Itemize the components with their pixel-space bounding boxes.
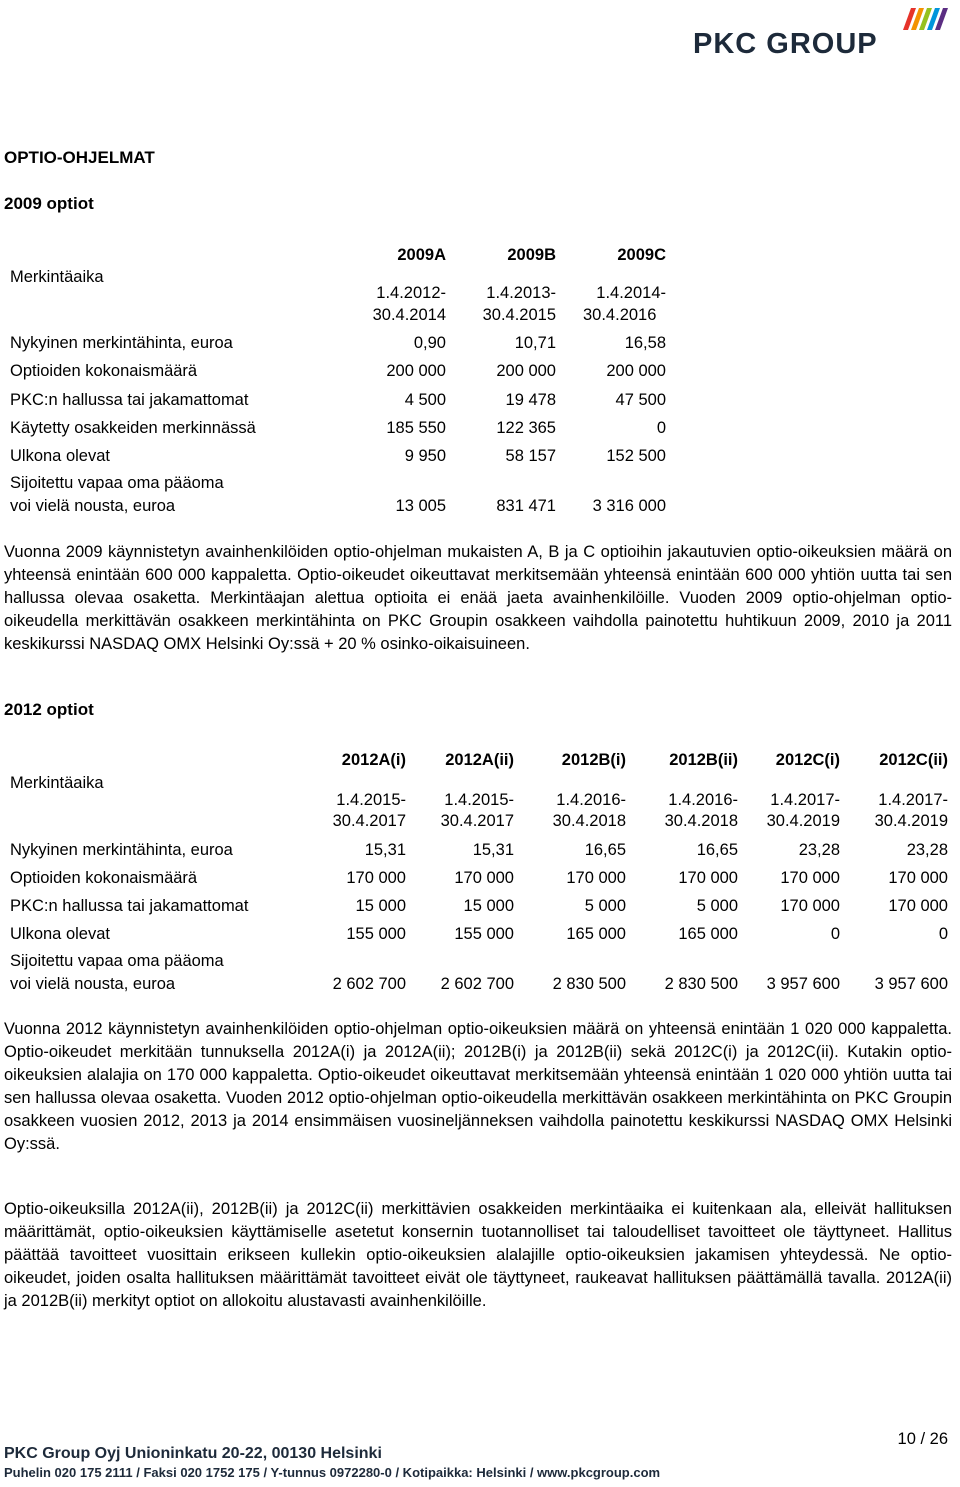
table-cell: 0 xyxy=(938,925,948,943)
row-label: Sijoitettu vapaa oma pääoma xyxy=(10,952,224,970)
period-end: 30.4.2018 xyxy=(664,812,738,830)
table-cell: 200 000 xyxy=(386,362,446,380)
period-end: 30.4.2015 xyxy=(482,306,556,324)
paragraph-text: Optio-oikeuksilla 2012A(ii), 2012B(ii) ja 2012C(ii) merkittävien osakkeiden merkintäaika ei kuitenkaan ala, elleivät hallituksen määrittämät, optio-oikeuksien käyttämiselle asetetut konsernin tuotannolliset tai taloudelliset tavoitteet ole täyttyneet. Hallitus päättää tavoitteet vuosittain erikseen kullekin optio-oikeuksien alalajille optio-oikeuksien jakamisen yhteydessä. Ne optio-oikeudet, joiden osalta hallituksen määrittämät tavoitteet eivät ole täyttyneet, raukeavat hallituksen päättämällä tavalla. 2012A(ii) ja 2012B(ii) merkityt optiot on allokoitu alustavasti avainhenkilöille. xyxy=(4,1200,952,1310)
table-cell: 831 471 xyxy=(496,497,556,515)
col-header: 2012B(i) xyxy=(561,751,626,769)
table-cell: 15,31 xyxy=(472,841,514,859)
table-cell: 170 000 xyxy=(454,869,514,887)
table-cell: 185 550 xyxy=(386,419,446,437)
merkintaaika-label-2009: Merkintäaika xyxy=(10,268,104,286)
table-cell: 170 000 xyxy=(780,869,840,887)
table-cell: 0 xyxy=(656,419,666,437)
table-cell: 16,58 xyxy=(624,334,666,352)
table-cell: 13 005 xyxy=(395,497,446,515)
row-label: Sijoitettu vapaa oma pääoma xyxy=(10,474,224,492)
table-cell: 5 000 xyxy=(584,897,626,915)
table-cell: 170 000 xyxy=(346,869,406,887)
table-cell: 155 000 xyxy=(346,925,406,943)
col-header-2009a: 2009A xyxy=(397,246,446,264)
table-cell: 165 000 xyxy=(566,925,626,943)
section-heading-2012: 2012 optiot xyxy=(4,700,94,719)
period-end: 30.4.2019 xyxy=(874,812,948,830)
period-end: 30.4.2016 xyxy=(583,306,657,324)
row-label: PKC:n hallussa tai jakamattomat xyxy=(10,391,249,409)
period-start: 1.4.2013- xyxy=(486,284,556,302)
table-cell: 152 500 xyxy=(606,447,666,465)
period-start: 1.4.2015- xyxy=(336,791,406,809)
table-cell: 165 000 xyxy=(678,925,738,943)
table-cell: 10,71 xyxy=(514,334,556,352)
col-header: 2012B(ii) xyxy=(669,751,738,769)
table-cell: 2 602 700 xyxy=(332,975,406,993)
col-header: 2012A(i) xyxy=(341,751,406,769)
col-header: 2012A(ii) xyxy=(445,751,514,769)
table-cell: 9 950 xyxy=(404,447,446,465)
period-end: 30.4.2017 xyxy=(332,812,406,830)
table-cell: 58 157 xyxy=(505,447,556,465)
table-cell: 3 957 600 xyxy=(874,975,948,993)
table-cell: 15 000 xyxy=(355,897,406,915)
table-cell: 200 000 xyxy=(606,362,666,380)
paragraph-2012-1 xyxy=(4,1018,952,1156)
period-start: 1.4.2016- xyxy=(556,791,626,809)
table-cell: 170 000 xyxy=(678,869,738,887)
section-heading-2009: 2009 optiot xyxy=(4,194,94,213)
row-label: Ulkona olevat xyxy=(10,925,110,943)
col-header: 2012C(ii) xyxy=(879,751,948,769)
period-end: 30.4.2018 xyxy=(552,812,626,830)
paragraph-2012-2 xyxy=(4,1198,952,1313)
table-cell: 2 830 500 xyxy=(552,975,626,993)
table-cell: 170 000 xyxy=(888,897,948,915)
pkc-group-logo xyxy=(693,8,953,58)
row-label: PKC:n hallussa tai jakamattomat xyxy=(10,897,249,915)
period-start: 1.4.2015- xyxy=(444,791,514,809)
table-cell: 2 602 700 xyxy=(440,975,514,993)
table-cell: 0,90 xyxy=(413,334,446,352)
table-cell: 3 957 600 xyxy=(766,975,840,993)
row-label: Optioiden kokonaismäärä xyxy=(10,869,198,887)
paragraph-2009 xyxy=(4,541,952,656)
logo-stripes-icon xyxy=(903,8,948,30)
row-label: Nykyinen merkintähinta, euroa xyxy=(10,841,233,859)
period-start: 1.4.2017- xyxy=(770,791,840,809)
period-start: 1.4.2016- xyxy=(668,791,738,809)
period-end: 30.4.2019 xyxy=(766,812,840,830)
row-label: Optioiden kokonaismäärä xyxy=(10,362,198,380)
table-cell: 4 500 xyxy=(404,391,446,409)
table-cell: 5 000 xyxy=(696,897,738,915)
table-cell: 16,65 xyxy=(584,841,626,859)
table-cell: 47 500 xyxy=(615,391,666,409)
row-label: voi vielä nousta, euroa xyxy=(10,497,176,515)
table-cell: 23,28 xyxy=(798,841,840,859)
footer-company-line: PKC Group Oyj Unioninkatu 20-22, 00130 Helsinki xyxy=(4,1445,382,1462)
table-cell: 19 478 xyxy=(505,391,556,409)
table-cell: 170 000 xyxy=(888,869,948,887)
period-start: 1.4.2012- xyxy=(376,284,446,302)
col-header-2009c: 2009C xyxy=(617,246,666,264)
logo-text: PKC GROUP xyxy=(693,28,878,60)
table-cell: 170 000 xyxy=(566,869,626,887)
period-end: 30.4.2017 xyxy=(440,812,514,830)
row-label: voi vielä nousta, euroa xyxy=(10,975,176,993)
row-label: Nykyinen merkintähinta, euroa xyxy=(10,334,233,352)
col-header: 2012C(i) xyxy=(775,751,840,769)
page-title: OPTIO-OHJELMAT xyxy=(4,148,155,167)
period-start: 1.4.2017- xyxy=(878,791,948,809)
row-label: Ulkona olevat xyxy=(10,447,110,465)
table-cell: 3 316 000 xyxy=(592,497,666,515)
merkintaaika-label-2012: Merkintäaika xyxy=(10,774,104,792)
table-cell: 16,65 xyxy=(696,841,738,859)
table-cell: 122 365 xyxy=(496,419,556,437)
period-start: 1.4.2014- xyxy=(596,284,666,302)
period-end: 30.4.2014 xyxy=(372,306,446,324)
col-header-2009b: 2009B xyxy=(507,246,556,264)
table-cell: 200 000 xyxy=(496,362,556,380)
table-cell: 0 xyxy=(830,925,840,943)
table-cell: 170 000 xyxy=(780,897,840,915)
table-cell: 155 000 xyxy=(454,925,514,943)
footer xyxy=(4,1445,944,1485)
paragraph-text: Vuonna 2012 käynnistetyn avainhenkilöiden optio-ohjelman optio-oikeuksien määrä on yhteensä enintään 1 020 000 kappaletta. Optio-oikeudet merkitään tunnuksella 2012A(i) ja 2012A(ii); 2012B(i) ja 2012B(ii) sekä 2012C(i) ja 2012C(ii). Kutakin optio-oikeuksien alalajia on 170 000 kappaletta. Optio-oikeudet oikeuttavat merkitsemään yhteensä enintään 1 020 000 yhtiön uutta tai sen hallussa olevaa osaketta. Vuoden 2012 optio-ohjelman optio-oikeudella merkittävän osakkeen merkintähinta on PKC Groupin osakkeen vuosien 2012, 2013 ja 2014 ensimmäisen vuosineljänneksen vaihdolla painotettu keskikurssi NASDAQ OMX Helsinki Oy:ssä. xyxy=(4,1020,952,1153)
table-cell: 2 830 500 xyxy=(664,975,738,993)
table-cell: 15,31 xyxy=(364,841,406,859)
footer-contact-line: Puhelin 020 175 2111 / Faksi 020 1752 175 / Y-tunnus 0972280-0 / Kotipaikka: Helsinki / www.pkcgroup.com xyxy=(4,1465,661,1480)
table-cell: 23,28 xyxy=(906,841,948,859)
table-cell: 15 000 xyxy=(463,897,514,915)
page-number: 10 / 26 xyxy=(897,1430,948,1448)
paragraph-text: Vuonna 2009 käynnistetyn avainhenkilöiden optio-ohjelman mukaisten A, B ja C optioihin jakautuvien optio-oikeuksien määrä on yhteensä enintään 600 000 kappaletta. Optio-oikeudet oikeuttavat merkitsemään yhteensä enintään 600 000 yhtiön uutta tai sen hallussa olevaa osaketta. Merkintäajan alettua optioita ei enää jaeta avainhenkilöille. Vuoden 2009 optio-ohjelman optio-oikeudella merkittävän osakkeen merkintähinta on PKC Groupin osakkeen vaihdolla painotettu huhtikuun 2009, 2010 ja 2011 keskikurssi NASDAQ OMX Helsinki Oy:ssä + 20 % osinko-oikaisuineen. xyxy=(4,543,952,653)
row-label: Käytetty osakkeiden merkinnässä xyxy=(10,419,256,437)
